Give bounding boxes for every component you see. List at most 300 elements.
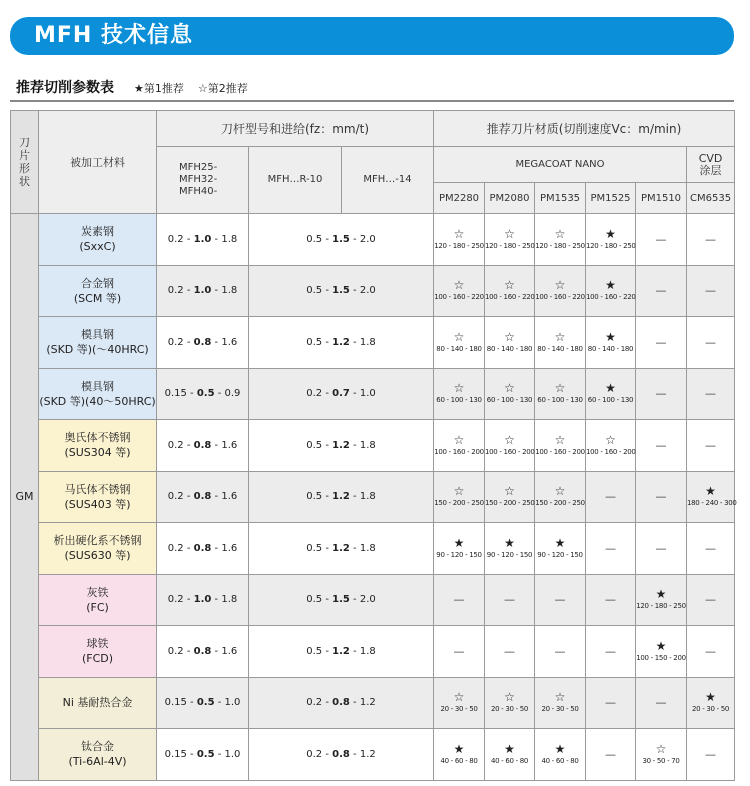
feed-separator: - [322, 336, 333, 348]
feed-separator: - [322, 748, 333, 760]
not-recommended-dash: — [705, 593, 717, 607]
material-cell: 模具钢 (SKD 等)(40～50HRC) [39, 368, 157, 420]
feed-cell-mfh25-40 [157, 471, 249, 523]
feed-recommended: 0.5 [196, 388, 215, 400]
feed-separator: - [186, 388, 197, 400]
feed-max: 1.0 [224, 697, 241, 709]
feed-max: 1.8 [359, 336, 376, 348]
feed-recommended: 1.0 [193, 285, 212, 297]
material-cell: 模具钢 (SKD 等)(～40HRC) [39, 317, 157, 369]
feed-max: 1.6 [221, 645, 238, 657]
feed-recommended: 1.0 [193, 233, 212, 245]
cutting-speed-range: 100 - 150 - 200 [636, 653, 686, 662]
not-recommended-dash: — [655, 232, 667, 246]
not-recommended-dash: — [655, 387, 667, 401]
feed-separator: - [211, 645, 222, 657]
grade-cell [636, 317, 687, 369]
grade-cell [485, 677, 535, 729]
cutting-speed-range: 150 - 200 - 250 [434, 499, 484, 508]
table-row [11, 677, 735, 729]
grade-cell [434, 626, 485, 678]
feed-cell-r10-14 [249, 471, 434, 523]
grade-cell [434, 317, 485, 369]
legend-second-recommend: ☆第2推荐 [197, 82, 248, 95]
not-recommended-dash: — [554, 644, 566, 658]
feed-max: 1.2 [359, 697, 376, 709]
feed-max: 1.8 [221, 233, 238, 245]
grade-cell [535, 626, 586, 678]
grade-cell [687, 471, 735, 523]
material-cell: 马氏体不锈钢 (SUS403 等) [39, 471, 157, 523]
feed-min: 0.2 [306, 697, 323, 709]
second-recommend-star-icon: ☆ [554, 432, 566, 447]
feed-col-header-2: MFH…R-10 [249, 147, 342, 214]
grade-cell [485, 574, 535, 626]
feed-cell-r10-14 [249, 317, 434, 369]
feed-separator: - [183, 336, 194, 348]
feed-min: 0.2 [167, 285, 184, 297]
feed-separator: - [322, 285, 333, 297]
feed-recommended: 0.8 [193, 439, 212, 451]
material-cell: 灰铁 (FC) [39, 574, 157, 626]
feed-recommended: 1.2 [332, 491, 350, 503]
cutting-speed-range: 100 - 160 - 220 [586, 293, 636, 302]
grade-cell [485, 729, 535, 781]
grade-cell [687, 368, 735, 420]
feed-max: 1.8 [359, 491, 376, 503]
feed-separator: - [349, 233, 360, 245]
feed-separator: - [186, 748, 197, 760]
feed-cell-r10-14 [249, 729, 434, 781]
grade-cell [586, 368, 636, 420]
not-recommended-dash: — [705, 644, 717, 658]
first-recommend-star-icon: ★ [453, 741, 465, 756]
feed-recommended: 0.7 [332, 388, 350, 400]
grade-cell [434, 523, 485, 575]
feed-recommended: 1.5 [332, 233, 350, 245]
grade-cell [636, 471, 687, 523]
feed-separator: - [349, 491, 360, 503]
cutting-speed-range: 80 - 140 - 180 [436, 344, 482, 353]
second-recommend-star-icon: ☆ [504, 278, 515, 293]
insert-shape-header [11, 111, 39, 214]
cutting-speed-range: 20 - 30 - 50 [440, 705, 478, 714]
grade-cell [434, 729, 485, 781]
grade-cell [485, 214, 535, 266]
grade-cell [586, 471, 636, 523]
not-recommended-dash: — [605, 541, 616, 555]
grade-cell [636, 677, 687, 729]
cutting-speed-range: 80 - 140 - 180 [537, 344, 583, 353]
first-recommend-star-icon: ★ [605, 329, 616, 344]
feed-min: 0.2 [167, 439, 184, 451]
feed-min: 0.2 [167, 491, 184, 503]
feed-recommended: 1.2 [332, 336, 350, 348]
cutting-speed-range: 120 - 180 - 250 [586, 241, 636, 250]
grade-cell [535, 677, 586, 729]
feed-recommended: 1.2 [332, 542, 350, 554]
second-recommend-star-icon: ☆ [453, 690, 465, 705]
grade-cell [586, 523, 636, 575]
material-cell: 合金钢 (SCM 等) [39, 265, 157, 317]
second-recommend-star-icon: ☆ [453, 329, 465, 344]
legend [134, 80, 248, 96]
feed-cell-mfh25-40 [157, 265, 249, 317]
feed-separator: - [322, 645, 333, 657]
grade-header-pm1510: PM1510 [636, 183, 687, 214]
grade-cell [535, 368, 586, 420]
feed-cell-mfh25-40 [157, 317, 249, 369]
feed-separator: - [349, 439, 360, 451]
table-row [11, 729, 735, 781]
feed-max: 1.6 [221, 439, 238, 451]
feed-max: 1.8 [359, 645, 376, 657]
cutting-speed-range: 20 - 30 - 50 [490, 705, 529, 714]
grade-cell [636, 420, 687, 472]
grade-cell [687, 626, 735, 678]
grade-cell [586, 729, 636, 781]
cutting-speed-range: 150 - 200 - 250 [485, 499, 535, 508]
first-recommend-star-icon: ★ [705, 484, 716, 499]
grade-cell [636, 214, 687, 266]
cutting-speed-range: 90 - 120 - 150 [486, 550, 533, 559]
material-cell: 球铁 (FCD) [39, 626, 157, 678]
feed-max: 1.0 [359, 388, 376, 400]
feed-group-header: 刀杆型号和进给(fz：mm/t) [157, 111, 434, 147]
grade-cell [434, 368, 485, 420]
feed-max: 1.6 [221, 491, 238, 503]
feed-recommended: 1.2 [332, 645, 350, 657]
feed-col-header-3: MFH…-14 [342, 147, 434, 214]
feed-min: 0.5 [306, 233, 323, 245]
second-recommend-star-icon: ☆ [453, 381, 465, 396]
table-body [11, 214, 735, 781]
feed-cell-mfh25-40 [157, 368, 249, 420]
grade-cell [586, 317, 636, 369]
not-recommended-dash: — [554, 593, 566, 607]
feed-recommended: 0.5 [196, 748, 215, 760]
feed-max: 2.0 [359, 594, 376, 606]
feed-min: 0.2 [167, 645, 184, 657]
grade-cell [434, 265, 485, 317]
feed-separator: - [211, 542, 222, 554]
cutting-speed-range: 90 - 120 - 150 [537, 550, 583, 559]
cvd-header: CVD 涂层 [687, 147, 735, 183]
section-divider [10, 100, 734, 102]
grade-cell [434, 677, 485, 729]
not-recommended-dash: — [705, 541, 717, 555]
first-recommend-star-icon: ★ [705, 690, 716, 705]
grade-cell [535, 471, 586, 523]
table-row [11, 368, 735, 420]
feed-separator: - [349, 336, 360, 348]
feed-separator: - [322, 542, 333, 554]
feed-min: 0.5 [306, 645, 323, 657]
first-recommend-star-icon: ★ [605, 381, 616, 396]
feed-separator: - [322, 491, 333, 503]
grade-cell [485, 626, 535, 678]
feed-min: 0.5 [306, 594, 323, 606]
not-recommended-dash: — [605, 644, 616, 658]
grade-cell [687, 317, 735, 369]
not-recommended-dash: — [705, 438, 717, 452]
cutting-speed-range: 20 - 30 - 50 [692, 705, 730, 714]
feed-cell-r10-14 [249, 368, 434, 420]
grade-header-pm2280: PM2280 [434, 183, 485, 214]
cutting-speed-range: 100 - 160 - 200 [485, 447, 535, 456]
grade-cell [586, 677, 636, 729]
feed-separator: - [186, 697, 197, 709]
table-row [11, 317, 735, 369]
material-header: 被加工材料 [39, 111, 157, 214]
feed-cell-mfh25-40 [157, 523, 249, 575]
grade-group-header: 推荐刀片材质(切削速度Vc：m/min) [434, 111, 735, 147]
cutting-speed-range: 20 - 30 - 50 [541, 705, 579, 714]
feed-recommended: 0.8 [193, 336, 212, 348]
cutting-speed-range: 120 - 180 - 250 [535, 241, 585, 250]
feed-max: 1.8 [221, 594, 238, 606]
feed-separator: - [183, 233, 194, 245]
grade-cell [687, 677, 735, 729]
grade-cell [485, 420, 535, 472]
feed-separator: - [322, 439, 333, 451]
not-recommended-dash: — [705, 284, 717, 298]
feed-min: 0.15 [164, 388, 187, 400]
not-recommended-dash: — [705, 335, 717, 349]
feed-recommended: 1.2 [332, 439, 350, 451]
cutting-speed-range: 100 - 160 - 200 [535, 447, 585, 456]
grade-cell [636, 523, 687, 575]
feed-separator: - [183, 542, 194, 554]
not-recommended-dash: — [453, 593, 465, 607]
grade-cell [687, 523, 735, 575]
feed-separator: - [211, 285, 222, 297]
cutting-speed-range: 60 - 100 - 130 [486, 396, 533, 405]
feed-min: 0.5 [306, 542, 323, 554]
feed-min: 0.15 [164, 748, 187, 760]
grade-cell [434, 420, 485, 472]
feed-separator: - [349, 388, 360, 400]
first-recommend-star-icon: ★ [504, 535, 515, 550]
grade-cell [687, 214, 735, 266]
second-recommend-star-icon: ☆ [655, 741, 667, 756]
page-title: MFH 技术信息 [34, 23, 193, 48]
second-recommend-star-icon: ☆ [504, 329, 515, 344]
feed-min: 0.2 [167, 233, 184, 245]
feed-min: 0.2 [167, 336, 184, 348]
feed-separator: - [211, 439, 222, 451]
feed-recommended: 0.8 [193, 491, 212, 503]
grade-cell [586, 626, 636, 678]
material-cell: Ni 基耐热合金 [39, 677, 157, 729]
feed-cell-mfh25-40 [157, 420, 249, 472]
not-recommended-dash: — [655, 284, 667, 298]
feed-cell-r10-14 [249, 574, 434, 626]
feed-max: 1.8 [359, 542, 376, 554]
feed-cell-r10-14 [249, 265, 434, 317]
feed-max: 2.0 [359, 285, 376, 297]
feed-max: 1.8 [359, 439, 376, 451]
cutting-speed-range: 90 - 120 - 150 [436, 550, 482, 559]
second-recommend-star-icon: ☆ [605, 432, 616, 447]
feed-recommended: 0.8 [332, 748, 350, 760]
feed-separator: - [322, 594, 333, 606]
not-recommended-dash: — [705, 747, 717, 761]
feed-cell-mfh25-40 [157, 626, 249, 678]
feed-separator: - [211, 491, 222, 503]
second-recommend-star-icon: ☆ [453, 484, 465, 499]
not-recommended-dash: — [655, 438, 667, 452]
cutting-speed-range: 80 - 140 - 180 [587, 344, 634, 353]
not-recommended-dash: — [605, 490, 616, 504]
feed-min: 0.2 [306, 748, 323, 760]
feed-recommended: 0.8 [332, 697, 350, 709]
feed-separator: - [183, 285, 194, 297]
feed-separator: - [211, 594, 222, 606]
table-row [11, 214, 735, 266]
grade-cell [535, 317, 586, 369]
second-recommend-star-icon: ☆ [453, 226, 465, 241]
cutting-speed-range: 30 - 50 - 70 [642, 756, 680, 765]
feed-min: 0.5 [306, 285, 323, 297]
grade-cell [535, 214, 586, 266]
feed-recommended: 1.5 [332, 285, 350, 297]
grade-cell [535, 265, 586, 317]
second-recommend-star-icon: ☆ [504, 432, 515, 447]
feed-col-header-1: MFH25- MFH32- MFH40- [157, 147, 249, 214]
grade-header-pm2080: PM2080 [485, 183, 535, 214]
feed-separator: - [183, 645, 194, 657]
feed-separator: - [211, 336, 222, 348]
grade-cell [586, 574, 636, 626]
grade-cell [485, 368, 535, 420]
grade-header-cm6535: CM6535 [687, 183, 735, 214]
first-recommend-star-icon: ★ [655, 638, 667, 653]
not-recommended-dash: — [504, 644, 515, 658]
feed-min: 0.5 [306, 439, 323, 451]
feed-separator: - [183, 594, 194, 606]
feed-max: 1.2 [359, 748, 376, 760]
feed-separator: - [322, 233, 333, 245]
not-recommended-dash: — [605, 696, 616, 710]
feed-max: 1.6 [221, 542, 238, 554]
material-cell: 析出硬化系不锈钢 (SUS630 等) [39, 523, 157, 575]
feed-cell-mfh25-40 [157, 214, 249, 266]
second-recommend-star-icon: ☆ [504, 690, 515, 705]
grade-cell [535, 420, 586, 472]
grade-cell [636, 574, 687, 626]
feed-separator: - [214, 697, 225, 709]
cutting-speed-range: 100 - 160 - 200 [586, 447, 636, 456]
feed-min: 0.2 [167, 594, 184, 606]
cutting-speed-range: 100 - 160 - 200 [434, 447, 484, 456]
grade-cell [687, 729, 735, 781]
first-recommend-star-icon: ★ [605, 278, 616, 293]
grade-cell [535, 729, 586, 781]
cutting-speed-range: 180 - 240 - 300 [687, 499, 737, 508]
second-recommend-star-icon: ☆ [554, 484, 566, 499]
first-recommend-star-icon: ★ [605, 226, 616, 241]
table-row [11, 626, 735, 678]
feed-recommended: 0.8 [193, 542, 212, 554]
not-recommended-dash: — [655, 335, 667, 349]
feed-separator: - [349, 542, 360, 554]
grade-cell [434, 214, 485, 266]
legend-first-recommend: ★第1推荐 [134, 82, 184, 95]
page-title-banner [10, 17, 734, 55]
feed-separator: - [349, 594, 360, 606]
feed-max: 1.8 [221, 285, 238, 297]
feed-separator: - [183, 439, 194, 451]
cutting-speed-range: 120 - 180 - 250 [434, 241, 484, 250]
not-recommended-dash: — [605, 747, 616, 761]
grade-cell [434, 471, 485, 523]
cutting-speed-range: 100 - 160 - 220 [535, 293, 585, 302]
cutting-parameter-table [10, 110, 735, 781]
grade-cell [586, 265, 636, 317]
grade-header-pm1535: PM1535 [535, 183, 586, 214]
feed-cell-mfh25-40 [157, 729, 249, 781]
feed-recommended: 1.0 [193, 594, 212, 606]
table-row [11, 420, 735, 472]
feed-min: 0.2 [306, 388, 323, 400]
insert-shape-cell: GM [11, 214, 39, 781]
grade-cell [687, 574, 735, 626]
feed-cell-mfh25-40 [157, 574, 249, 626]
feed-separator: - [183, 491, 194, 503]
feed-max: 1.6 [221, 336, 238, 348]
cutting-speed-range: 60 - 100 - 130 [436, 396, 482, 405]
grade-cell [586, 420, 636, 472]
feed-separator: - [322, 388, 333, 400]
grade-header-pm1525: PM1525 [586, 183, 636, 214]
cutting-speed-range: 100 - 160 - 220 [434, 293, 484, 302]
second-recommend-star-icon: ☆ [554, 690, 566, 705]
cutting-speed-range: 40 - 60 - 80 [490, 756, 529, 765]
grade-cell [434, 574, 485, 626]
table-row [11, 471, 735, 523]
feed-separator: - [214, 748, 225, 760]
feed-separator: - [349, 748, 360, 760]
feed-cell-r10-14 [249, 523, 434, 575]
not-recommended-dash: — [705, 232, 717, 246]
first-recommend-star-icon: ★ [504, 741, 515, 756]
not-recommended-dash: — [655, 490, 667, 504]
feed-cell-r10-14 [249, 677, 434, 729]
material-cell: 钛合金 (Ti-6Al-4V) [39, 729, 157, 781]
second-recommend-star-icon: ☆ [504, 226, 515, 241]
first-recommend-star-icon: ★ [655, 587, 667, 602]
second-recommend-star-icon: ☆ [554, 381, 566, 396]
not-recommended-dash: — [655, 541, 667, 555]
feed-separator: - [211, 233, 222, 245]
not-recommended-dash: — [655, 696, 667, 710]
not-recommended-dash: — [705, 387, 717, 401]
not-recommended-dash: — [453, 644, 465, 658]
grade-cell [636, 368, 687, 420]
feed-separator: - [349, 285, 360, 297]
feed-cell-r10-14 [249, 420, 434, 472]
grade-cell [687, 420, 735, 472]
grade-cell [485, 317, 535, 369]
cutting-speed-range: 120 - 180 - 250 [485, 241, 535, 250]
second-recommend-star-icon: ☆ [504, 484, 515, 499]
second-recommend-star-icon: ☆ [504, 381, 515, 396]
feed-min: 0.5 [306, 491, 323, 503]
second-recommend-star-icon: ☆ [554, 329, 566, 344]
cutting-speed-range: 40 - 60 - 80 [440, 756, 478, 765]
second-recommend-star-icon: ☆ [453, 278, 465, 293]
